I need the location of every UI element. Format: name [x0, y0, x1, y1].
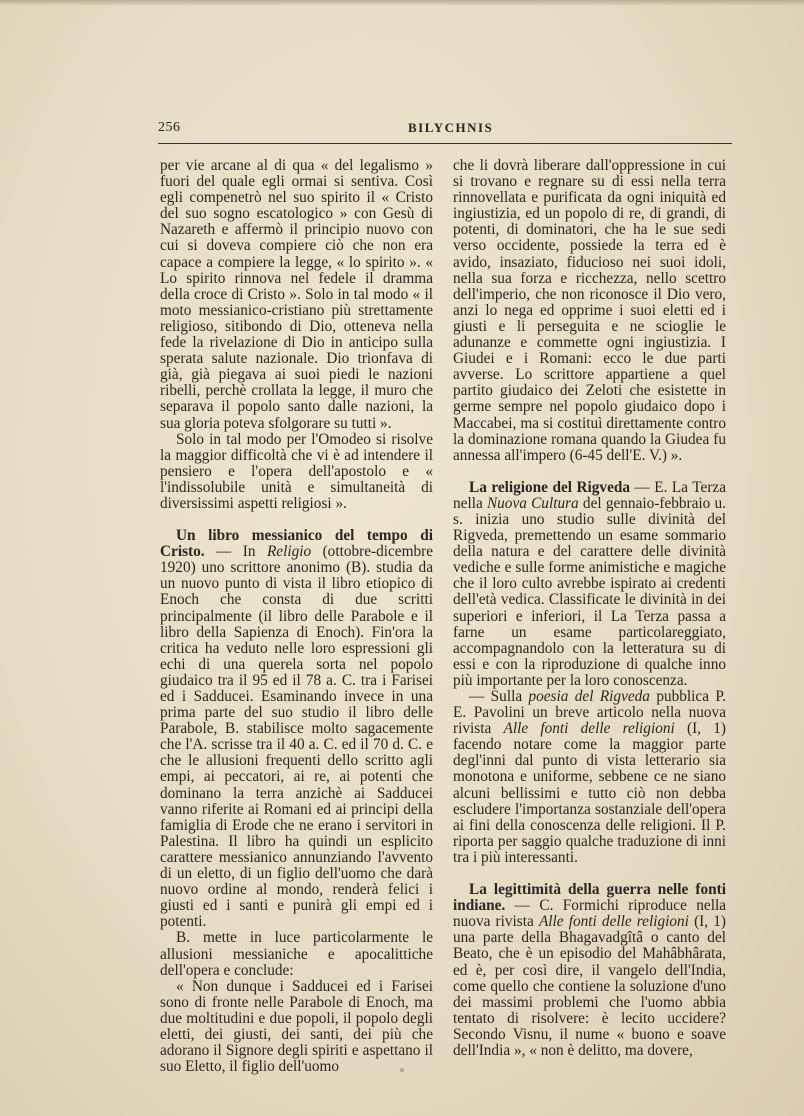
- section-war: [453, 882, 726, 1059]
- section-text: (ottobre-dicembre 1920) uno scrittore anonimo (B). studia da un nuovo punto di vista il libro etiopico di Enoch che consta di due scritti principalmente (il libro delle Parabole e il libro della Sapienza di Enoch). Fin'ora la critica ha veduto nelle loro espressioni gli echi di una querela sorta nel popolo giudaico tra il 95 ed il 78 a. C. tra i Farisei ed i Sadducei. Esaminando invece in una prima parte del suo studio il libro delle Parabole, B. stabilisce molto sagacemente che l'A. scrisse tra il 40 a. C. ed il 70 d. C. e che le allusioni frequenti dello scritto agli empi, ai peccatori, ai re, ai potenti che dominano la terra anzichè ai Sadducei vanno riferite ai Romani ed ai principi della famiglia di Erode che ne erano i servitori in Palestina. Il libro ha quindi un esplicito carattere messianico annunziando l'avvento di un eletto, di un figlio dell'uomo che darà nuovo ordine al mondo, renderà felici i giusti ed i santi e punirà gli empi ed i potenti.: [160, 543, 433, 931]
- section-enoch: [160, 528, 433, 930]
- section-heading: La religione del Rigveda: [469, 478, 631, 496]
- section-lead: — In: [204, 543, 267, 561]
- right-column: [453, 158, 726, 1059]
- paragraph-text: (I, 1) facendo notare come la maggior parte degl'inni dal punto di vista letterario sia monotona e uniforme, sebbene ce ne siano alcuni bellissimi e tutto ciò non debba escludere l'importanza sostanziale dell'opera ai fini della conoscenza delle religioni. Il P. riporta per saggio qualche traduzione di inni tra i più interessanti.: [453, 720, 726, 866]
- section-heading: Un libro messianico del tempo di Cristo.: [160, 527, 433, 561]
- running-title: BILYCHNIS: [408, 120, 494, 135]
- section-text: (I, 1) una parte della Bhagavadgîtâ o canto del Beato, che è un episodio del Mahâbhârata, ed è, per così dire, il vangelo dell'India, come quello che contiene la soluzione d'uno dei massimi problemi che l'uomo abbia tentato di risolvere: è lecito uccidere? Secondo Visnu, il nume « buono e soave dell'India », « non è delitto, ma dovere,: [453, 913, 726, 1059]
- paragraph: Solo in tal modo per l'Omodeo si risolve la maggior difficoltà che vi è ad intendere il pensiero e l'opera dell'apostolo e « l'indissolubile unità e simultaneità di diversissimi aspetti religiosi ».: [160, 430, 433, 512]
- section-text: del gennaio-febbraio u. s. inizia uno studio sulle divinità del Rigveda, premettendo un esame sommario della natura e del carattere delle divinità vediche e sulle forme animistiche e magiche che il loro culto avrebbe ispirato ai credenti dell'età vedica. Classificate le divinità in dei superiori e inferiori, il La Terza passa a farne un esame particolareggiato, accompagnandolo con la letteratura su di essi e con la riproduzione di qualche inno più importante per la loro conoscenza.: [453, 494, 726, 689]
- journal-title: Nuova Cultura: [486, 494, 579, 512]
- paragraph: che li dovrà liberare dall'oppressione in cui si trovano e regnare su di essi nella terra rinnovellata e purificata da ogni iniquità ed ingiustizia, ed un popolo di re, di grandi, di potenti, di dominatori, che ha le sue sedi verso occidente, possiede la terra ed è avido, insaziato, fiducioso nei suoi idoli, nella sua forza e ricchezza, nello scettro dell'imperio, che non riconosce il Dio vero, anzi lo nega ed opprime i suoi eletti ed i giusti e li perseguita e ne scioglie le adunanze e commette ogni ingiustizia. I Giudei e i Romani: ecco le due parti avverse. Lo scrittore appartiene a quel partito giudaico dei Zeloti che esistette in germe sempre nel popolo giudaico dopo i Maccabei, ma si costituì direttamente contro la dominazione romana quando la Giudea fu annessa all'impero (6-45 dell'E. V.) ».: [453, 157, 726, 464]
- section-heading: La legittimità della guerra nelle fonti indiane.: [453, 881, 726, 915]
- paragraph-lead: — Sulla: [469, 688, 529, 705]
- quotation: « Non dunque i Sadducei ed i Farisei sono di fronte nelle Parabole di Enoch, ma due moltitudini e due popoli, il popolo degli eletti, dei giusti, dei santi, dei più che adorano il Signore degli spiriti e aspettano il suo Eletto, il figlio dell'uomo: [160, 977, 433, 1076]
- page-edge-shadow: [0, 0, 804, 6]
- journal-title: Alle fonti delle religioni: [538, 913, 689, 931]
- header-rule: [158, 143, 732, 144]
- paragraph-rigveda-poetry: [453, 689, 726, 866]
- journal-title: Alle fonti delle religioni: [503, 720, 675, 738]
- section-rigveda: [453, 480, 726, 689]
- page-header: [158, 120, 732, 140]
- paragraph: B. mette in luce particolarmente le allusioni messianiche e apocalittiche dell'opera e conclude:: [160, 929, 433, 979]
- section-lead: — C. Formichi riproduce nella nuova rivista: [453, 897, 726, 931]
- section-lead: — E. La Terza nella: [453, 478, 727, 512]
- left-column: [160, 158, 433, 1075]
- article-title: poesia del Rigveda: [528, 688, 650, 705]
- paper-speck: [400, 1068, 404, 1072]
- paragraph: per vie arcane al di qua « del legalismo » fuori del quale egli ormai si sentiva. Così egli compenetrò nel suo spirito il « Cristo del suo sogno escatologico » con Gesù di Nazareth e affermò il principio nuovo con cui si doveva compiere ciò che non era capace a compiere la legge, « lo spirito ». « Lo spirito rinnova nel fedele il dramma della croce di Cristo ». Solo in tal modo « il moto messianico-cristiano più strettamente religioso, sitibondo di Dio, otteneva nella fede la rivelazione di Dio in anticipo sulla sperata salute nazionale. Dio trionfava di già, già piegava ai suoi piedi le nazioni ribelli, perchè crollata la legge, il muro che separava il popolo santo dalle nazioni, la sua gloria poteva sfolgorare su tutti ».: [160, 157, 433, 432]
- page-number: 256: [158, 120, 181, 135]
- paragraph-mid: pubblica P. E. Pavolini un breve articolo nella nuova rivista: [453, 688, 726, 738]
- journal-title: Religio: [266, 543, 312, 561]
